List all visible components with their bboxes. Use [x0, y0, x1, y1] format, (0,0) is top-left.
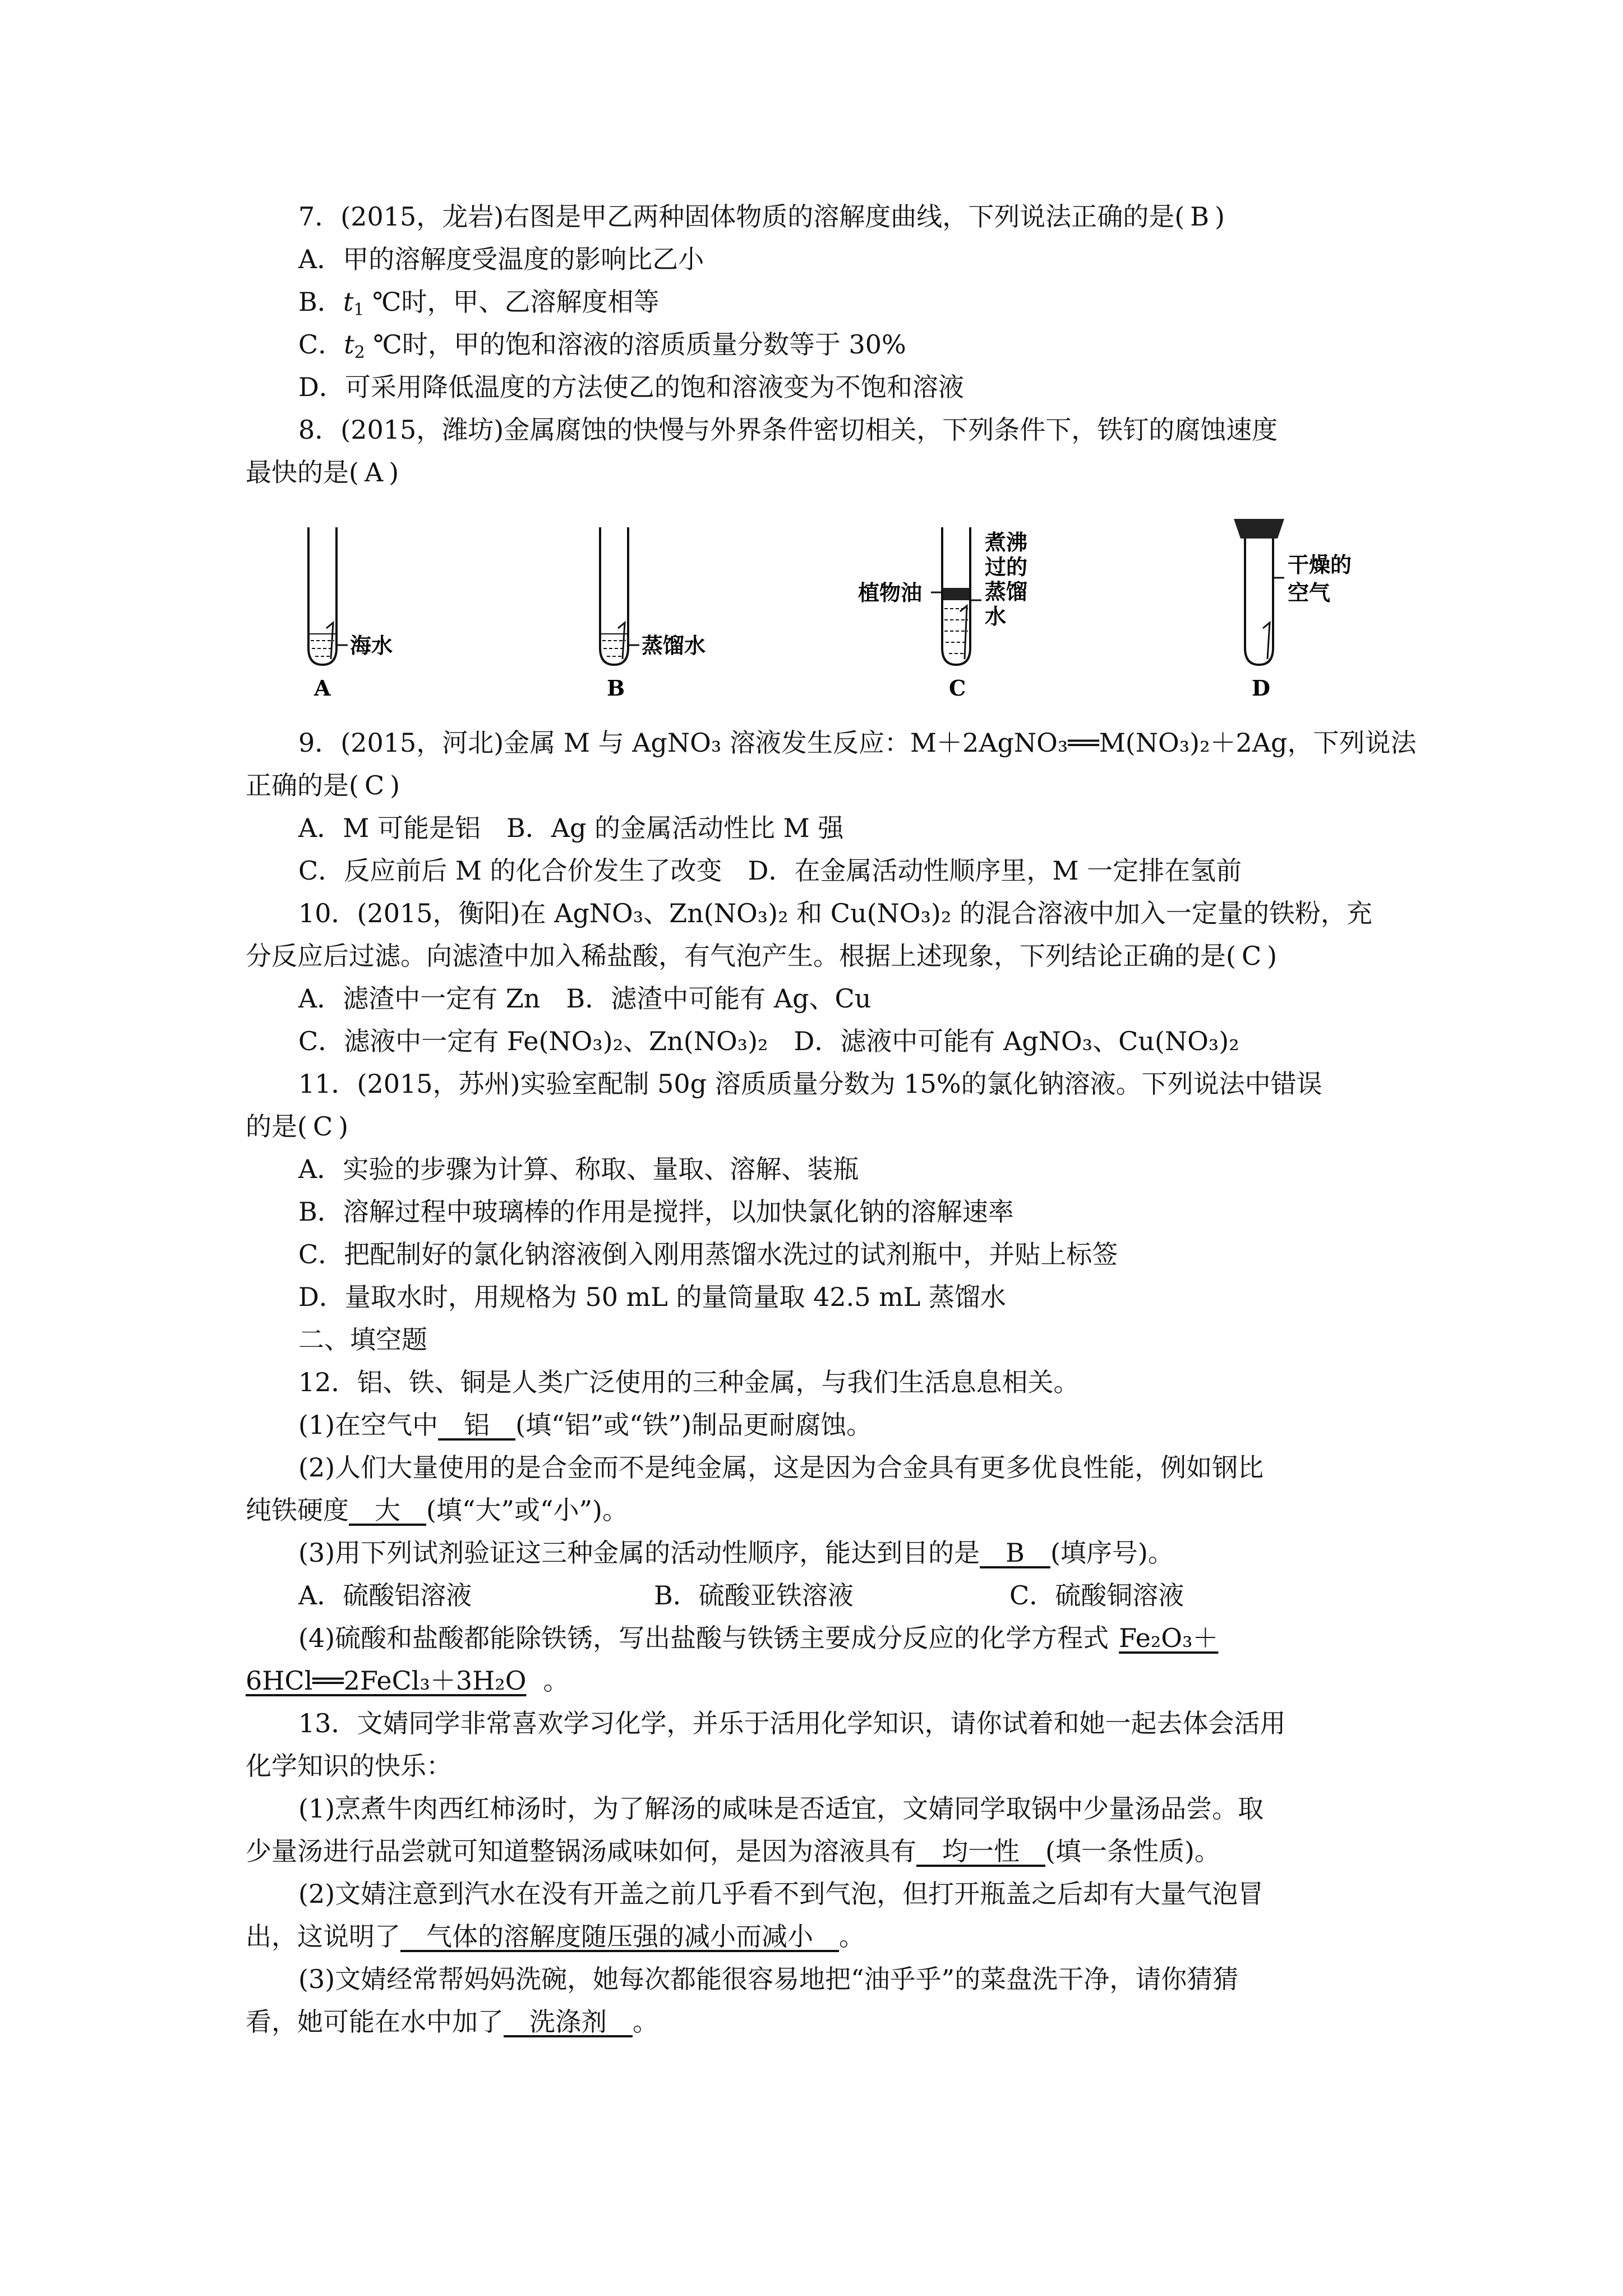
q13-part1-answer: 均一性: [916, 1836, 1045, 1866]
q8-answer: A: [364, 457, 384, 487]
q7-option-c-var: t: [344, 329, 354, 360]
q7-option-a: A．甲的溶解度受温度的影响比乙小: [298, 244, 704, 274]
q13-part2-line1: (2)文婧注意到汽水在没有开盖之前几乎看不到气泡，但打开瓶盖之后却有大量气泡冒: [298, 1879, 1264, 1909]
q7-option-b-sub: 1: [353, 300, 365, 320]
q12-part4-text: (4)硫酸和盐酸都能除铁锈，写出盐酸与铁锈主要成分反应的化学方程式: [298, 1623, 1109, 1653]
q13-stem-line1: 13．文婧同学非常喜欢学习化学，并乐于活用化学知识，请你试着和她一起去体会活用: [298, 1708, 1286, 1738]
q12-option-a: A．硫酸铝溶液: [298, 1580, 472, 1611]
q12-option-b: B．硫酸亚铁溶液: [654, 1580, 854, 1611]
q13-part3-text: 看，她可能在水中加了: [246, 2007, 504, 2037]
q10-stem-line1: 10．(2015，衡阳)在 AgNO₃、Zn(NO₃)₂ 和 Cu(NO₃)₂ 的混合溶液中加入一定量的铁粉，充: [298, 898, 1372, 928]
q12-part1-text: (1)在空气中: [298, 1410, 439, 1440]
q7-option-b-prefix: B．: [298, 287, 343, 317]
q12-part3: [298, 1535, 1465, 1570]
q9-answer: C: [364, 770, 385, 800]
q7-option-b-text: ℃时，甲、乙溶解度相等: [364, 287, 660, 317]
q9-options-ab: A．M 可能是铝 B．Ag 的金属活动性比 M 强: [298, 813, 844, 843]
q7-stem-close: ): [1214, 201, 1225, 232]
tube-a-label: 海水: [350, 633, 393, 658]
tube-d-label-1: 干燥的: [1288, 553, 1352, 577]
q13-part2-text-end: 。: [839, 1921, 865, 1952]
q12-part1-answer: 铝: [438, 1410, 516, 1440]
tube-c-label-right-1: 煮沸: [985, 530, 1028, 555]
tube-c-label-right-3: 蒸馏: [985, 579, 1028, 604]
tube-c: [858, 527, 1027, 701]
q7-option-d: D．可采用降低温度的方法使乙的饱和溶液变为不饱和溶液: [298, 372, 964, 402]
q13-part3-line2: [246, 2004, 1412, 2039]
q13-part3-text-end: 。: [633, 2007, 658, 2037]
q10-options-ab: A．滤渣中一定有 Zn B．滤渣中可能有 Ag、Cu: [298, 983, 872, 1014]
q11-stem-close: ): [338, 1111, 349, 1142]
q9-options-cd: C．反应前后 M 的化合价发生了改变 D．在金属活动性顺序里，M 一定排在氢前: [298, 855, 1242, 886]
q11-option-d: D．量取水时，用规格为 50 mL 的量筒量取 42.5 mL 蒸馏水: [298, 1282, 1006, 1312]
q7-option-c-text: ℃时，甲的饱和溶液的溶质质量分数等于 30%: [365, 329, 906, 360]
q8-stem-close: ): [389, 457, 399, 487]
q12-part2-answer: 大: [349, 1495, 426, 1525]
q11-answer: C: [312, 1111, 333, 1142]
q7-stem: [298, 199, 1465, 234]
q7-answer: B: [1190, 201, 1209, 232]
test-tube-figure: [292, 516, 1413, 701]
q12-part4-answer-1: Fe₂O₃＋: [1119, 1623, 1219, 1653]
q13-part2-answer: 气体的溶解度随压强的减小而减小: [400, 1921, 839, 1952]
q8-stem-text: 最快的是(: [246, 457, 359, 487]
q10-answer: C: [1241, 941, 1262, 971]
q12-part4-answer-2: 6HCl══2FeCl₃＋3H₂O: [246, 1665, 527, 1696]
q7-stem-text: 7．(2015，龙岩)右图是甲乙两种固体物质的溶解度曲线，下列说法正确的是(: [298, 201, 1185, 232]
q10-stem-text: 分反应后过滤。向滤渣中加入稀盐酸，有气泡产生。根据上述现象，下列结论正确的是(: [246, 941, 1236, 971]
q10-options-cd: C．滤液中一定有 Fe(NO₃)₂、Zn(NO₃)₂ D．滤液中可能有 AgNO₃、Cu(NO₃)₂: [298, 1026, 1239, 1056]
section-heading: 二、填空题: [298, 1324, 427, 1355]
q12-part3-answer: B: [980, 1538, 1050, 1568]
q9-stem-text: 正确的是(: [246, 770, 359, 800]
q12-part3-options: [298, 1578, 1465, 1613]
q11-option-a: A．实验的步骤为计算、称取、量取、溶解、装瓶: [298, 1154, 859, 1184]
q12-part3-text-end: (填序号)。: [1050, 1538, 1174, 1568]
q7-option-c-sub: 2: [354, 343, 365, 362]
q13-stem-line2: 化学知识的快乐：: [246, 1751, 452, 1781]
q13-part3-line1: (3)文婧经常帮妈妈洗碗，她每次都能很容易地把“油乎乎”的菜盘洗干净，请你猜猜: [298, 1964, 1239, 1994]
q13-part2-line2: [246, 1919, 1412, 1954]
q9-stem-line1: 9．(2015，河北)金属 M 与 AgNO₃ 溶液发生反应：M＋2AgNO₃══M(NO₃)₂＋2Ag，下列说法: [298, 728, 1417, 758]
tube-d-label-2: 空气: [1288, 581, 1331, 605]
tube-b-label: 蒸馏水: [642, 633, 706, 658]
q12-part1: [298, 1407, 1465, 1442]
tube-d: [1234, 519, 1352, 701]
q13-part2-text: 出，这说明了: [246, 1921, 400, 1952]
q8-stem-line2: [246, 455, 1412, 490]
q12-stem: 12．铝、铁、铜是人类广泛使用的三种金属，与我们生活息息相关。: [298, 1367, 1080, 1397]
q12-part3-text: (3)用下列试剂验证这三种金属的活动性顺序，能达到目的是: [298, 1538, 980, 1568]
q12-part4-text-end: 。: [543, 1665, 569, 1696]
nail-icon: [1263, 623, 1270, 659]
q12-part1-text-end: (填“铝”或“铁”)制品更耐腐蚀。: [515, 1410, 873, 1440]
tube-c-label-left: 植物油: [858, 581, 923, 605]
q7-option-b: [298, 284, 1465, 328]
q7-option-c-prefix: C．: [298, 329, 344, 360]
q11-stem-line1: 11．(2015，苏州)实验室配制 50g 溶质质量分数为 15%的氯化钠溶液。下列说法中错误: [298, 1069, 1322, 1099]
oil-layer: [943, 588, 969, 600]
q12-part2-text-end: (填“大”或“小”)。: [426, 1495, 628, 1525]
q11-stem-line2: [246, 1109, 1412, 1144]
tube-c-caption: C: [949, 675, 966, 701]
q12-part2-text: 纯铁硬度: [246, 1495, 349, 1525]
stopper: [1234, 519, 1284, 539]
tube-c-label-right-4: 水: [985, 604, 1007, 629]
q12-part4-line2: [246, 1663, 1412, 1698]
q10-stem-line2: [246, 938, 1412, 973]
q9-stem-close: ): [390, 770, 400, 800]
q7-option-c: [298, 327, 1465, 370]
q12-part4-line1: [298, 1621, 1465, 1655]
q13-part1-line1: (1)烹煮牛肉西红柿汤时，为了解汤的咸味是否适宜，文婧同学取锅中少量汤品尝。取: [298, 1793, 1264, 1824]
q13-part1-line2: [246, 1834, 1412, 1869]
tube-d-caption: D: [1252, 675, 1270, 701]
q11-option-b: B．溶解过程中玻璃棒的作用是搅拌，以加快氯化钠的溶解速率: [298, 1197, 1014, 1227]
q12-option-c: C．硫酸铜溶液: [1009, 1580, 1184, 1611]
q13-part1-text-end: (填一条性质)。: [1045, 1836, 1220, 1866]
q8-stem-line1: 8．(2015，潍坊)金属腐蚀的快慢与外界条件密切相关，下列条件下，铁钉的腐蚀速度: [298, 415, 1278, 445]
tube-a: [308, 527, 393, 701]
tube-a-caption: A: [314, 675, 331, 701]
q7-option-b-var: t: [343, 287, 354, 317]
q11-stem-text: 的是(: [246, 1111, 307, 1142]
q13-part3-answer: 洗涤剂: [504, 2007, 633, 2037]
tube-b: [600, 527, 706, 701]
q10-stem-close: ): [1267, 941, 1278, 971]
q12-part2-line1: (2)人们大量使用的是合金而不是纯金属，这是因为合金具有更多优良性能，例如钢比: [298, 1452, 1264, 1483]
tube-b-caption: B: [607, 675, 625, 701]
q12-part2-line2: [246, 1493, 1412, 1527]
tube-c-label-right-2: 过的: [985, 555, 1028, 579]
q13-part1-text: 少量汤进行品尝就可知道整锅汤咸味如何，是因为溶液具有: [246, 1836, 916, 1866]
nail-icon: [960, 606, 967, 659]
q11-option-c: C．把配制好的氯化钠溶液倒入刚用蒸馏水洗过的试剂瓶中，并贴上标签: [298, 1239, 1118, 1269]
q9-stem-line2: [246, 768, 1412, 803]
